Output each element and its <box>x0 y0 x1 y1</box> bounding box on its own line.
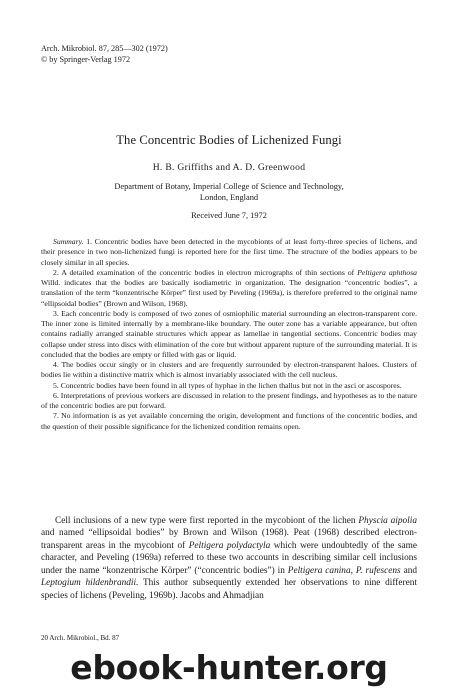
watermark: ebook-hunter.org <box>70 648 388 687</box>
summary-paragraph: 7. No information is as yet available concerning the origin, development and functions of the concentric bodies, and the question of their possible significance for the lichenized condition remains open. <box>41 411 417 431</box>
summary-paragraph: 6. Interpretations of previous workers are discussed in relation to the present findings, and hypotheses as to the nature of the concentric bodies are put forward. <box>41 390 417 410</box>
author-affiliation <box>0 181 458 203</box>
summary-section <box>41 237 417 432</box>
species-name: Peltigera polydactyla <box>188 540 271 551</box>
article-title: The Concentric Bodies of Lichenized Fungi <box>116 133 342 147</box>
summary-paragraph: Summary. 1. Concentric bodies have been detected in the mycobionts of at least forty-three species of lichens, and their presence in two non-lichenized fungi is reported here for the first time. The structure of the bodies appears to be closely similar in all species. <box>41 237 417 267</box>
journal-citation <box>41 43 168 65</box>
summary-paragraph: 5. Concentric bodies have been found in all types of hyphae in the lichen thallus but not in the asci or ascospores. <box>53 380 402 390</box>
affiliation-line: London, England <box>199 193 259 202</box>
summary-label: Summary. <box>53 237 84 246</box>
body-paragraph: Cell inclusions of a new type were first reported in the mycobiont of the lichen Physcia aipolia and named “ellipsoidal bodies” by Brown and Wilson (1968). Peat (1968) described electron-transparent areas in the mycobiont of Peltigera polydactyla which were undoubtedly of the same character, and Peveling (1969a) referred to these two accounts in describing similar cell inclusions under the name “konzentrische Körper” (“concentric bodies”) in Peltigera canina, P. rufescens and Leptogium hildenbrandii. This author subsequently extended her observations to nine different species of lichens (Peveling, 1969b). Jacobs and Ahmadjian <box>41 516 418 601</box>
species-name: Physcia aipolia <box>358 516 417 526</box>
summary-paragraph: 4. The bodies occur singly or in clusters and are frequently surrounded by electron-transparent haloes. Clusters of bodies lie within a distinctive matrix which is almost invariably associated with the cell nucleus. <box>41 360 417 380</box>
species-name: Peltigera canina, P. rufescens <box>287 565 401 576</box>
page-footer: 20 Arch. Mikrobiol., Bd. 87 <box>41 634 120 642</box>
copyright-line: © by Springer-Verlag 1972 <box>41 55 131 64</box>
journal-line: Arch. Mikrobiol. 87, 285—302 (1972) <box>41 44 168 53</box>
summary-paragraph: 2. A detailed examination of the concentric bodies in electron micrographs of thin sections of Peltigera aphthosa Willd. indicates that the bodies are basically isodiametric in organization. The designation “concentric bodies”, a translation of the term “konzentrische Körper” first used by Peveling (1969a), is therefore preferred to the original name “ellipsoidal bodies” (Brown and Wilson, 1968). <box>41 267 418 308</box>
article-authors: H. B. Griffiths and A. D. Greenwood <box>152 162 306 173</box>
body-text <box>41 515 417 602</box>
summary-paragraph: 3. Each concentric body is composed of two zones of osmiophilic material surrounding an electron-transparent core. The inner zone is limited internally by a membrane-like boundary. The outer zone has a variable appearance, but often contains radially arranged stainable structures which appear as lamellae in tangential sections. Concentric bodies may collapse under stress into discs with elimination of the core but without apparent rupture of the surrounding material. It is concluded that the bodies are empty or filled with gas or liquid. <box>41 308 417 359</box>
affiliation-line: Department of Botany, Imperial College of Science and Technology, <box>114 182 344 191</box>
species-name: Peltigera aphthosa <box>357 267 418 277</box>
species-name: Leptogium hildenbrandii. <box>41 578 139 589</box>
received-date: Received June 7, 1972 <box>191 211 267 220</box>
